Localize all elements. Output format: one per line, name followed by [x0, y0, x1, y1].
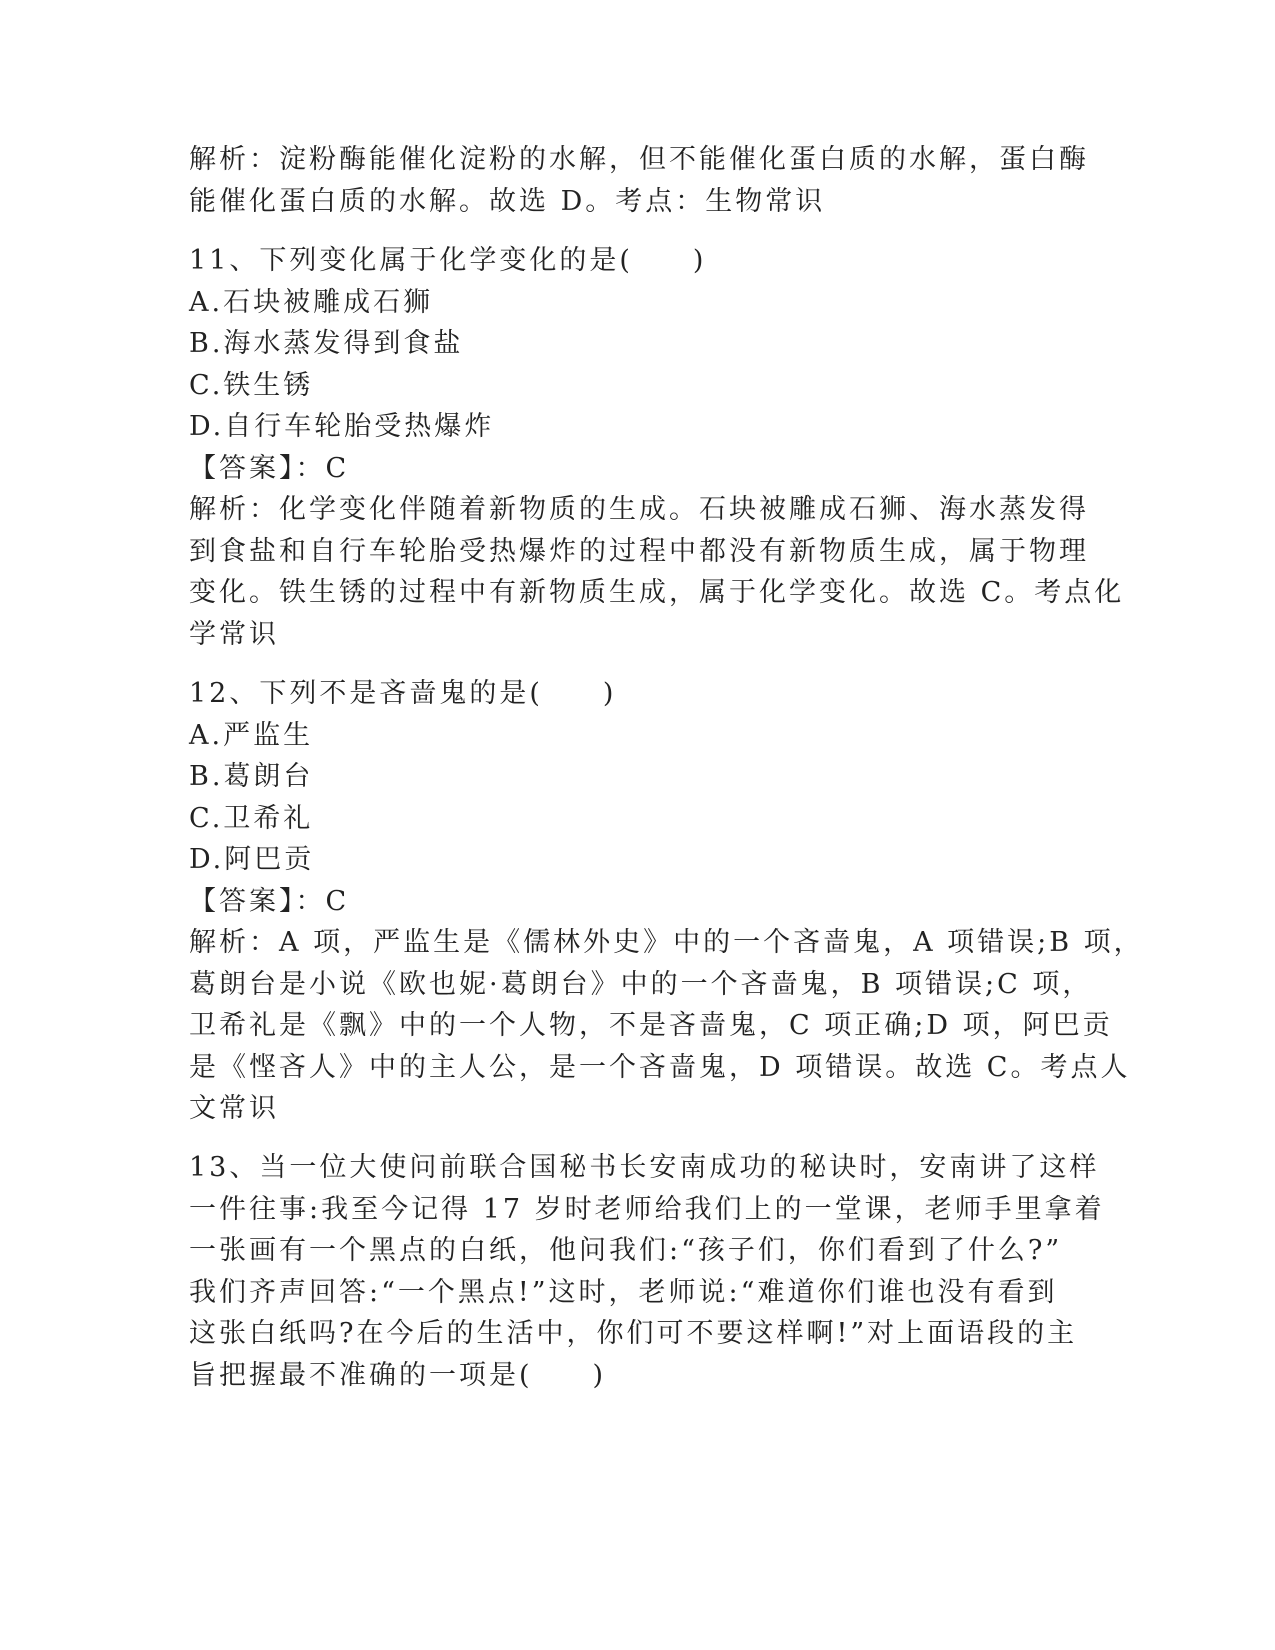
question-11-analysis-line: 学常识 [189, 619, 279, 650]
question-11-option-b: B.海水蒸发得到食盐 [189, 328, 464, 359]
question-12-option-d: D.阿巴贡 [189, 844, 315, 875]
question-13-stem-line: 13、当一位大使问前联合国秘书长安南成功的秘诀时，安南讲了这样 [189, 1152, 1100, 1183]
question-11-answer: 【答案】：C [189, 453, 350, 484]
question-11-analysis-line: 解析：化学变化伴随着新物质的生成。石块被雕成石狮、海水蒸发得 [189, 494, 1089, 525]
question-12-stem: 12、下列不是吝啬鬼的是( ) [189, 678, 617, 709]
question-11-analysis-line: 变化。铁生锈的过程中有新物质生成，属于化学变化。故选 C。考点化 [189, 577, 1125, 608]
question-12-option-c: C.卫希礼 [189, 803, 314, 834]
question-12-answer: 【答案】：C [189, 886, 350, 917]
question-12-analysis-line: 是《悭吝人》中的主人公，是一个吝啬鬼，D 项错误。故选 C。考点人 [189, 1052, 1131, 1083]
question-13-stem-line: 一张画有一个黑点的白纸，他问我们:“孩子们，你们看到了什么?” [189, 1235, 1063, 1266]
question-12-analysis-line: 解析：A 项，严监生是《儒林外史》中的一个吝啬鬼，A 项错误;B 项， [189, 927, 1144, 958]
question-11-option-d: D.自行车轮胎受热爆炸 [189, 411, 495, 442]
question-12-option-a: A.严监生 [189, 720, 314, 751]
question-12-analysis-line: 葛朗台是小说《欧也妮·葛朗台》中的一个吝啬鬼，B 项错误;C 项， [189, 969, 1093, 1000]
question-13-stem-line: 这张白纸吗?在今后的生活中，你们可不要这样啊!”对上面语段的主 [189, 1318, 1078, 1349]
analysis-line: 能催化蛋白质的水解。故选 D。考点：生物常识 [189, 186, 826, 217]
question-13-stem-line: 旨把握最不准确的一项是( ) [189, 1360, 607, 1391]
question-11-option-c: C.铁生锈 [189, 370, 314, 401]
question-13-stem-line: 一件往事:我至今记得 17 岁时老师给我们上的一堂课，老师手里拿着 [189, 1194, 1105, 1225]
question-11-analysis-line: 到食盐和自行车轮胎受热爆炸的过程中都没有新物质生成，属于物理 [189, 536, 1089, 567]
question-12-analysis-line: 文常识 [189, 1093, 279, 1124]
question-11-option-a: A.石块被雕成石狮 [189, 287, 434, 318]
question-11-stem: 11、下列变化属于化学变化的是( ) [189, 245, 707, 276]
question-12-analysis-line: 卫希礼是《飘》中的一个人物，不是吝啬鬼，C 项正确;D 项，阿巴贡 [189, 1010, 1113, 1041]
question-12-option-b: B.葛朗台 [189, 761, 314, 792]
question-13-stem-line: 我们齐声回答:“一个黑点!”这时，老师说:“难道你们谁也没有看到 [189, 1277, 1058, 1308]
analysis-line: 解析：淀粉酶能催化淀粉的水解，但不能催化蛋白质的水解，蛋白酶 [189, 144, 1089, 175]
